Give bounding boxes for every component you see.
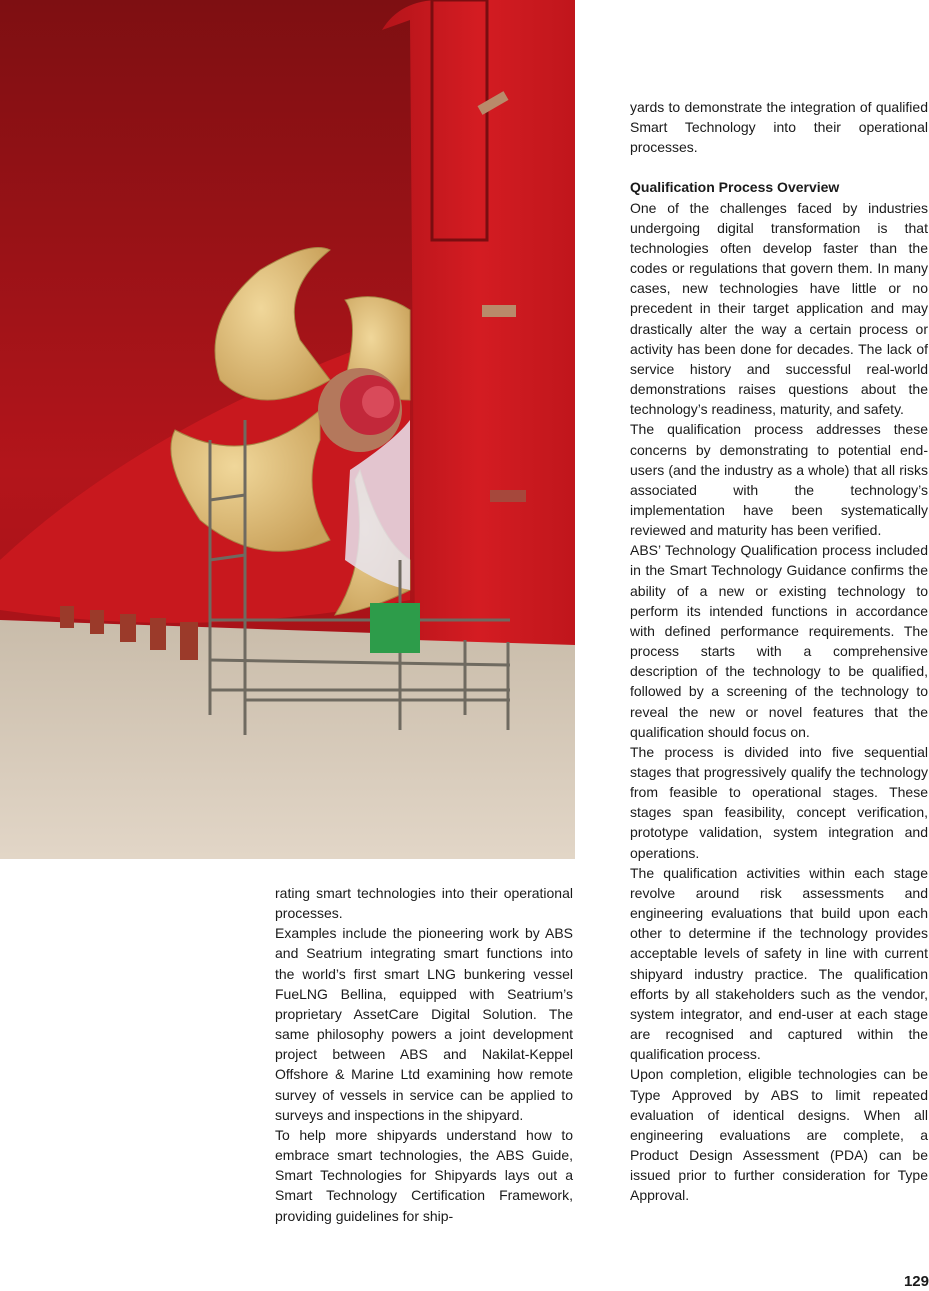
green-cart <box>370 603 420 653</box>
middle-paragraph-3: To help more shipyards understand how to embrace smart technologies, the ABS Guide, Smart Technologies for Shipyards lays out a Smart Technology Certification Framework, providing guidelines for ship- <box>275 1126 573 1224</box>
middle-paragraph-2: Examples include the pioneering work by ABS and Seatrium integrating smart functions into the world’s first smart LNG bunkering vessel FueLNG Bellina, equipped with Seatrium’s proprietary AssetCare Digital Solution. The same philosophy powers a joint development project between ABS and Nakilat-Keppel Offshore & Marine Ltd examining how remote survey of vessels in service can be applied to surveys and inspections in the shipyard. <box>275 925 573 1123</box>
right-paragraph-4: The process is divided into five sequential stages that progressively qualify the technology from feasible to operational stages. These stages span feasibility, concept verification, prototype validation, system integration and operations. <box>630 743 928 861</box>
right-intro: yards to demonstrate the integration of qualified Smart Technology into their operational processes. <box>630 99 928 156</box>
right-paragraph-3: ABS’ Technology Qualification process included in the Smart Technology Guidance confirms the ability of a new or existing technology to perform its intended functions in accordance with defined performance requirements. The process starts with a comprehensive description of the technology to be qualified, followed by a screening of the technology to reveal the new or novel features that the qualification should focus on. <box>630 542 928 740</box>
right-paragraph-1: One of the challenges faced by industries undergoing digital transformation is that technologies often develop faster than the codes or regulations that govern them. In many cases, new technologies have little or no precedent in their target application and may drastically alter the way a certain process or activity has been done for decades. The lack of service history and successful real-world demonstrations raises questions about the technology’s readiness, maturity, and safety. <box>630 199 928 418</box>
right-paragraph-6: Upon completion, eligible technologies can be Type Approved by ABS to limit repeated evaluation of identical designs. When all engineering evaluations are complete, a Product Design Assessment (PDA) can be issued prior to further consideration for Type Approval. <box>630 1066 928 1204</box>
rudder-fitting-3 <box>490 490 526 502</box>
right-paragraph-2: The qualification process addresses these concerns by demonstrating to potential end-users (and the industry as a whole) that all risks associated with the technology’s implementation have been systematically reviewed and maturity has been verified. <box>630 421 928 539</box>
rudder-fitting-2 <box>482 305 516 317</box>
middle-column <box>275 883 573 1226</box>
propeller-cap-center <box>362 386 394 418</box>
middle-paragraph-1: rating smart technologies into their operational processes. <box>275 885 573 922</box>
section-heading: Qualification Process Overview <box>630 179 840 196</box>
right-column <box>630 97 928 1205</box>
ship-propeller-image <box>0 0 575 859</box>
page-number: 129 <box>903 1273 929 1290</box>
right-paragraph-5: The qualification activities within each stage revolve around risk assessments and engineering evaluations that build upon each other to determine if the technology provides acceptable levels of safety in line with current shipyard industry practice. The qualification efforts by all stakeholders such as the vendor, system integrator, and end-user at each stage are recognised and captured within the qualification process. <box>630 864 928 1063</box>
drydock-floor <box>0 620 575 859</box>
ship-propeller-photo <box>0 0 575 859</box>
